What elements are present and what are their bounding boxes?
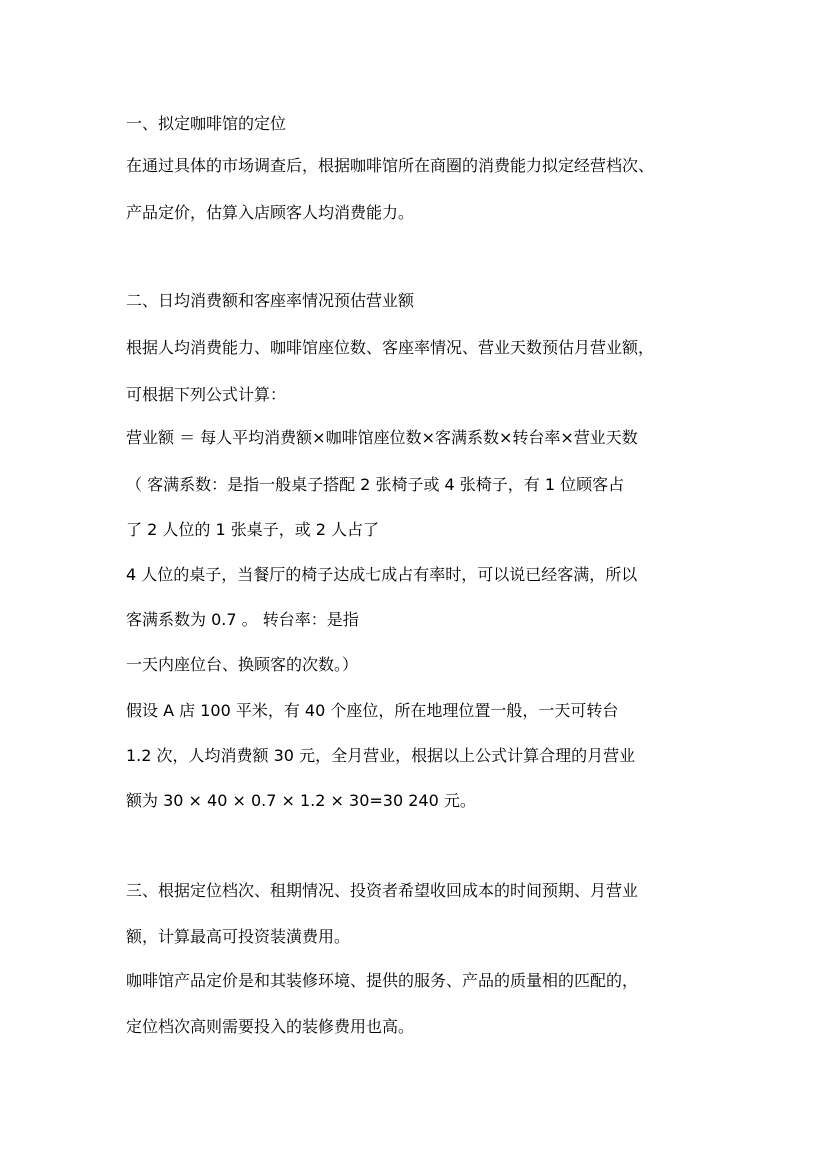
note-line: 4 人位的桌子，当餐厅的椅子达成七成占有率时，可以说已经客满，所以 [126, 565, 638, 584]
section-3-heading: 三、根据定位档次、租期情况、投资者希望收回成本的时间预期、月营业 [126, 881, 639, 900]
note-line: 一天内座位台、换顾客的次数。） [126, 655, 359, 674]
section-1-paragraph-line: 在通过具体的市场调查后，根据咖啡馆所在商圈的消费能力拟定经营档次、 [126, 156, 655, 175]
section-3-paragraph-line: 咖啡馆产品定价是和其装修环境、提供的服务、产品的质量相的匹配的， [126, 971, 639, 990]
section-3-paragraph-line: 定位档次高则需要投入的装修费用也高。 [126, 1017, 415, 1036]
note-line: 客满系数为 0.7 。 转台率：是指 [126, 610, 359, 629]
section-3-heading-cont: 额，计算最高可投资装潢费用。 [126, 927, 351, 946]
example-result-line: 额为 30 × 40 × 0.7 × 1.2 × 30=30 240 元。 [126, 791, 476, 810]
section-2-heading: 二、日均消费额和客座率情况预估营业额 [126, 291, 415, 310]
example-line: 1.2 次，人均消费额 30 元，全月营业，根据以上公式计算合理的月营业 [126, 746, 636, 765]
example-line: 假设 A 店 100 平米，有 40 个座位，所在地理位置一般，一天可转台 [126, 701, 619, 720]
section-1-heading: 一、拟定咖啡馆的定位 [126, 114, 287, 133]
note-line: （ 客满系数：是指一般桌子搭配 2 张椅子或 4 张椅子，有 1 位顾客占 [126, 475, 625, 494]
note-line: 了 2 人位的 1 张桌子，或 2 人占了 [126, 520, 380, 539]
section-1-paragraph-line: 产品定价，估算入店顾客人均消费能力。 [126, 203, 415, 222]
section-2-paragraph-line: 根据人均消费能力、咖啡馆座位数、客座率情况、营业天数预估月营业额， [126, 338, 655, 357]
section-2-paragraph-line: 可根据下列公式计算： [126, 385, 287, 404]
formula-line: 营业额 ＝ 每人平均消费额×咖啡馆座位数×客满系数×转台率×营业天数 [126, 428, 638, 447]
